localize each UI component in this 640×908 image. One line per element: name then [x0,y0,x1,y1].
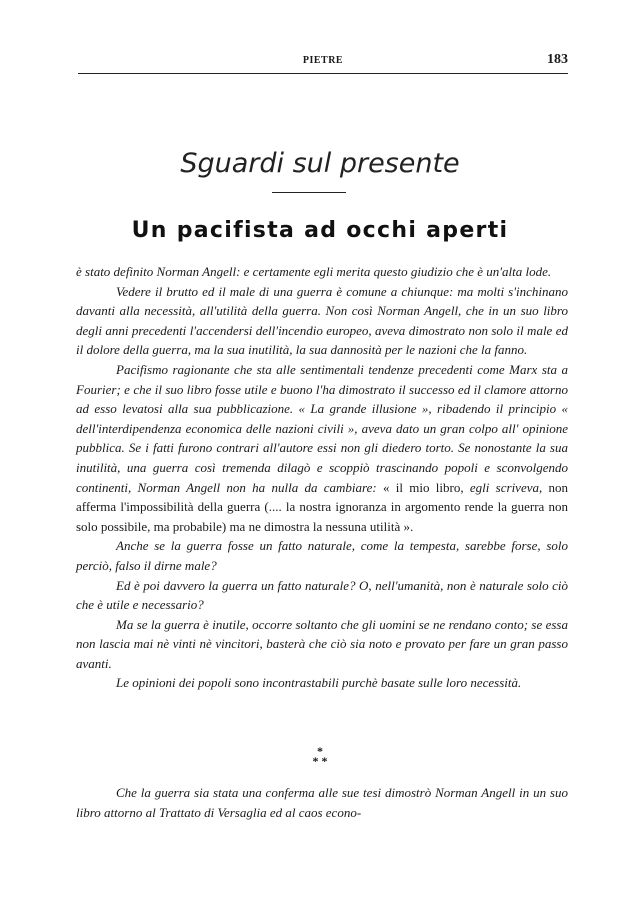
asterism-bottom: * * [312,754,328,768]
paragraph: Ma se la guerra è inutile, occorre soltanto che gli uomini se ne rendano conto; se essa non lascia mai nè vinti nè vincitori, basterà che ciò sia noto e provato per fare un gran passo avanti. [76,616,568,671]
paragraph: Ed è poi davvero la guerra un fatto naturale? O, nell'umanità, non è naturale solo ciò che è utile e necessario? [76,577,568,613]
page-number: 183 [547,52,568,67]
title-divider [272,192,346,193]
article-continuation [76,783,568,822]
running-header [78,52,568,72]
quote-verb: egli scriveva, [469,479,543,495]
paragraph: Che la guerra sia stata una conferma alle sue tesi dimostrò Norman Angell in un suo libro attorno al Trattato di Versaglia ed al caos econo- [76,785,568,820]
header-rule [78,73,568,74]
asterism-divider [0,746,640,766]
article-title: Un pacifista ad occhi aperti [131,218,509,243]
paragraph: è stato definito Norman Angell: e certamente egli merita questo giudizio che è un'alta lode. [76,264,552,279]
paragraph [76,360,568,536]
section-title: Sguardi sul presente [180,148,460,179]
paragraph-text: Pacifismo ragionante che sta alle sentimentali tendenze precedenti come Marx sta a Fourier; e che il suo libro fosse utile e buono l'ha dimostrato il successo ed il clamore attorno ad esso levatosi alla sua pubblicazione. « La grande illusione », ribadendo il principio « dell'interdipendenza economica delle nazioni civili », aveva dato un gran colpo all' opinione pubblica. Se i fatti furono contrari all'autore essi non gli diedero torto. Se nonostante la sua inutilità, una guerra così tremenda dilagò e scoppiò trascinando popoli e sconvolgendo continenti, Norman Angell non ha nulla da cambiare: [76,361,568,495]
article-body [76,262,568,693]
asterism-top: * [317,744,323,758]
paragraph: Le opinioni dei popoli sono incontrastabili purchè basate sulle loro necessità. [116,675,522,691]
quote-body: non afferma l'impossibilità della guerra (.... la nostra ignoranza in argomento rende la guerra non solo possibile, ma probabile) ma ne dimostra la nessuna utilità ». [76,479,569,534]
paragraph: Vedere il brutto ed il male di una guerra è comune a chiunque: ma molti s'inchinano davanti alla necessità, all'utilità della guerra. Non così Norman Angell, che in un suo libro degli anni precedenti l'accendersi dell'incendio europeo, aveva dimostrato non solo il male ed il dolore della guerra, ma la sua inutilità, la sua dannosità per le nazioni che la fanno. [76,283,568,358]
running-title: PIETRE [302,55,344,66]
paragraph: Anche se la guerra fosse un fatto naturale, come la tempesta, sarebbe forse, solo perciò, falso il dirne male? [76,538,568,573]
quote-open: « il mio libro, [383,479,464,495]
